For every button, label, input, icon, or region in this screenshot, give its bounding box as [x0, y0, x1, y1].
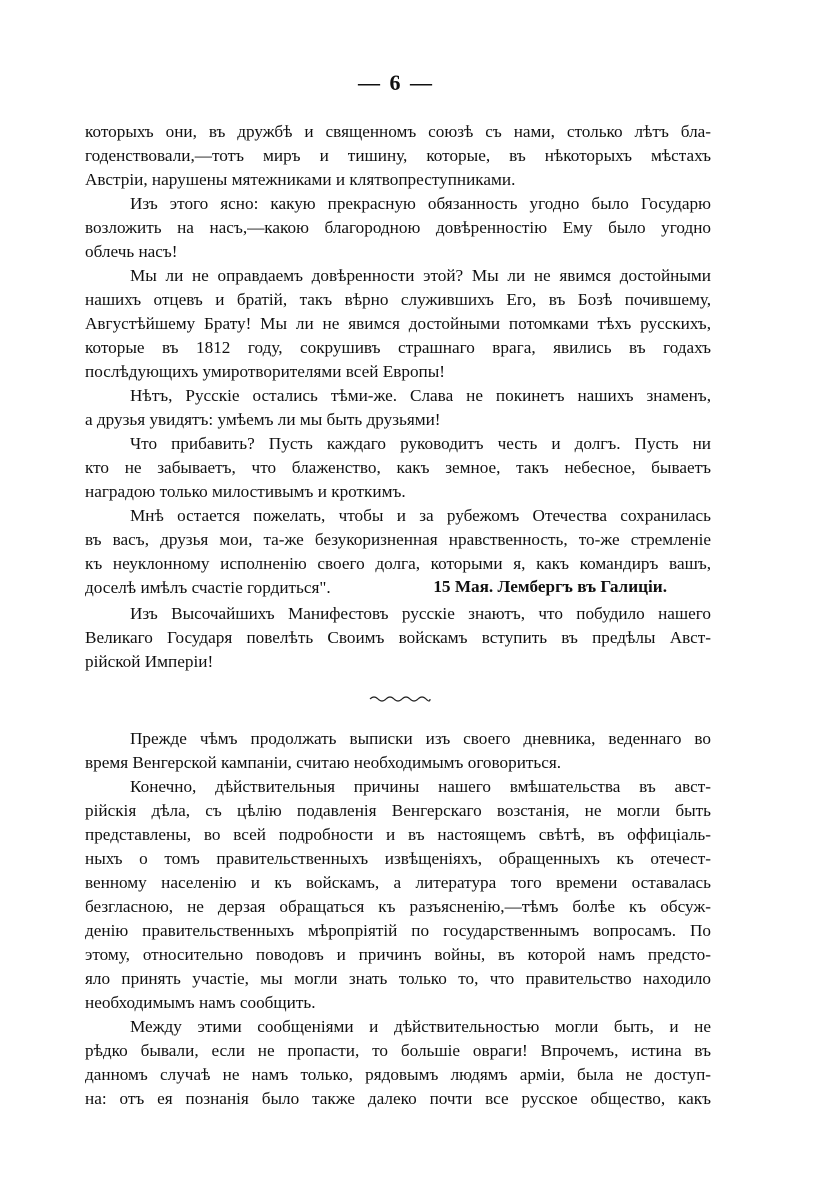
text-line: нашихъ отцевъ и братій, такъ вѣрно служившихъ Его, въ Бозѣ почившему, — [85, 290, 711, 309]
text-line: рійскія дѣла, съ цѣлію подавленія Венгерскаго возстанія, не могли быть — [85, 801, 711, 820]
text-line: облечь насъ! — [85, 242, 178, 261]
text-line: ныхъ о томъ правительственныхъ извѣщеніяхъ, обращенныхъ къ отечест- — [85, 849, 711, 868]
order-text-block — [85, 120, 711, 600]
text-line: Мы ли не оправдаемъ довѣренности этой? Мы ли не явимся достойными — [130, 266, 711, 285]
text-line: безгласною, не дерзая обращаться къ разъясненію,—тѣмъ болѣе къ обсуж- — [85, 897, 711, 916]
diary-intro-text-block — [85, 727, 711, 1111]
text-line: яло принять участіе, мы могли знать только то, что правительство находило — [85, 969, 711, 988]
text-line: Изъ этого ясно: какую прекрасную обязанность угодно было Государю — [130, 194, 711, 213]
page-number: — 6 — — [358, 70, 434, 95]
text-line: Великаго Государя повелѣть Своимъ войскамъ вступить въ предѣлы Авст- — [85, 628, 711, 647]
text-line: послѣдующихъ умиротворителями всей Европы! — [85, 362, 446, 381]
text-line: годенствовали,—тотъ миръ и тишину, которые, въ нѣкоторыхъ мѣстахъ — [85, 146, 711, 165]
text-line: этому, относительно поводовъ и причинъ войны, въ которой намъ предсто- — [85, 945, 711, 964]
text-line: Конечно, дѣйствительныя причины нашего вмѣшательства въ авст- — [130, 777, 711, 796]
text-line: которыхъ они, въ дружбѣ и священномъ союзѣ съ нами, столько лѣтъ бла- — [85, 122, 711, 141]
manifesto-paragraph — [85, 602, 711, 674]
text-line: которые въ 1812 году, сокрушивъ страшнаго врага, явились въ годахъ — [85, 338, 711, 357]
text-line: представлены, во всей подробности и въ настоящемъ свѣтѣ, въ оффиціаль- — [85, 825, 711, 844]
date-place-signature: 15 Мая. Лембергъ въ Галиціи. — [433, 577, 667, 596]
text-line: на: отъ ея познанія было также далеко почти все русское общество, какъ — [85, 1089, 711, 1108]
text-line: Между этими сообщеніями и дѣйствительностью могли быть, и не — [130, 1017, 711, 1036]
text-line: наградою только милостивымъ и кроткимъ. — [85, 482, 406, 501]
text-line: необходимымъ намъ сообщить. — [85, 993, 316, 1012]
text-line: а друзья увидятъ: умѣемъ ли мы быть друзьями! — [85, 410, 441, 429]
text-line: рійской Имперіи! — [85, 652, 214, 671]
text-line: Прежде чѣмъ продолжать выписки изъ своего дневника, веденнаго во — [130, 729, 711, 748]
text-line: данномъ случаѣ не намъ только, рядовымъ людямъ арміи, была не доступ- — [85, 1065, 711, 1084]
text-line: денію правительственныхъ мѣропріятій по государственнымъ вопросамъ. По — [85, 921, 711, 940]
text-line: доселѣ имѣлъ счастіе гордиться". — [85, 578, 331, 597]
text-line: въ васъ, друзья мои, та-же безукоризненная нравственность, то-же стремленіе — [85, 530, 711, 549]
text-line: кто не забываетъ, что блаженство, какъ земное, такъ небесное, бываетъ — [85, 458, 711, 477]
text-line: Изъ Высочайшихъ Манифестовъ русскіе знаютъ, что побудило нашего — [130, 604, 711, 623]
text-line: Мнѣ остается пожелать, чтобы и за рубежомъ Отечества сохранилась — [130, 506, 711, 525]
text-line: венному населенію и къ войскамъ, а литература того времени оставалась — [85, 873, 711, 892]
text-line: возложить на насъ,—какою благородною довѣренностію Ему было угодно — [85, 218, 711, 237]
text-line: Августѣйшему Брату! Мы ли не явимся достойными потомками тѣхъ русскихъ, — [85, 314, 711, 333]
text-line: Австріи, нарушены мятежниками и клятвопреступниками. — [85, 170, 516, 189]
text-line: Что прибавить? Пусть каждаго руководитъ честь и долгъ. Пусть ни — [130, 434, 711, 453]
text-line: время Венгерской кампаніи, считаю необходимымъ оговориться. — [85, 753, 562, 772]
text-line: рѣдко бывали, если не пропасти, то большіе овраги! Впрочемъ, истина въ — [85, 1041, 711, 1060]
text-line: къ неуклонному исполненію своего долга, которыми я, какъ командиръ вашъ, — [85, 554, 711, 573]
text-line: Нѣтъ, Русскіе остались тѣми-же. Слава не покинетъ нашихъ знаменъ, — [130, 386, 711, 405]
section-divider — [368, 693, 432, 705]
